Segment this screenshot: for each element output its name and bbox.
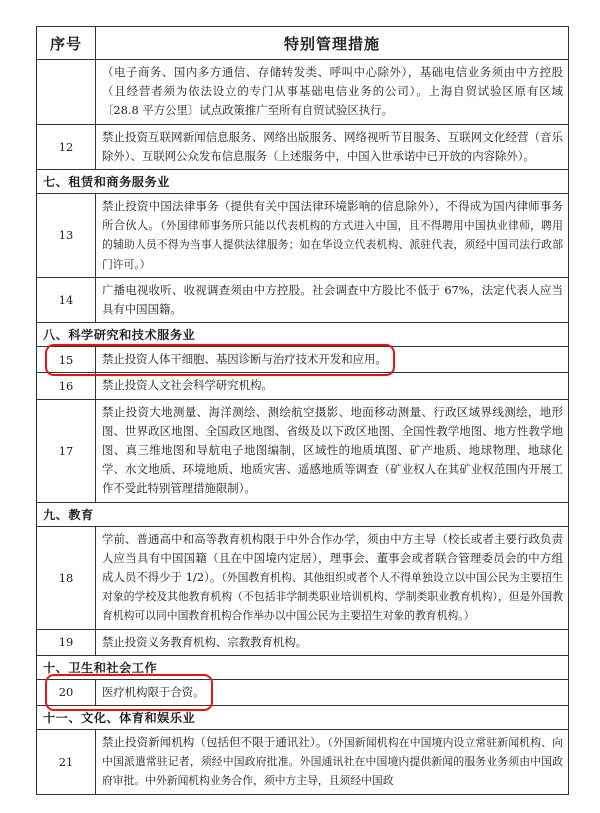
measure-cell bbox=[96, 124, 569, 169]
measure-text: 禁止投资新闻机构（包括但不限于通讯社）。 bbox=[102, 735, 328, 750]
section-title: 九、教育 bbox=[37, 502, 569, 526]
measure-cell bbox=[96, 194, 569, 278]
section-title: 十一、文化、体育和娱乐业 bbox=[37, 706, 569, 730]
row-number: 21 bbox=[37, 730, 96, 795]
special-measures-table bbox=[36, 26, 569, 795]
row-number: 16 bbox=[37, 373, 96, 399]
measure-cell bbox=[96, 60, 569, 125]
section-title: 七、租赁和商务服务业 bbox=[37, 170, 569, 194]
row-number: 19 bbox=[37, 629, 96, 655]
measure-cell bbox=[96, 730, 569, 795]
measure-cell bbox=[96, 629, 569, 655]
measure-text: 禁止投资人体干细胞、基因诊断与治疗技术开发和应用。 bbox=[102, 352, 387, 367]
section-heading-row bbox=[37, 323, 569, 347]
header-serial-number: 序号 bbox=[37, 27, 96, 60]
table-body bbox=[37, 60, 569, 795]
table-row bbox=[37, 373, 569, 399]
row-number: 12 bbox=[37, 124, 96, 169]
measure-note: （外国新闻机构在中国境内设立常驻新闻机构、向中国派遣常驻记者，须经中国政府批准。外国通讯社在中国境内提供新闻的服务业务须由中国政府审批。中外新闻机构业务合作，须中方主导，且须经中国政 bbox=[102, 736, 563, 788]
row-number: 13 bbox=[37, 194, 96, 278]
table-row bbox=[37, 194, 569, 278]
section-heading-row bbox=[37, 502, 569, 526]
measure-text: 禁止投资中国法律事务（提供有关中国法律环境影响的信息除外），不得成为国内律师事务所合伙人。 bbox=[102, 199, 563, 233]
header-special-measures: 特别管理措施 bbox=[96, 27, 569, 60]
row-number: 18 bbox=[37, 526, 96, 629]
table-row bbox=[37, 629, 569, 655]
measure-cell bbox=[96, 399, 569, 502]
table-row bbox=[37, 347, 569, 373]
measure-note: （外国教育机构、其他组织或者个人不得单独设立以中国公民为主要招生对象的学校及其他教育机构（不包括非学制类职业培训机构、学制类职业教育机构），但是外国教育机构可以同中国教育机构合作举办以中国公民为主要招生对象的教育机构。） bbox=[102, 571, 563, 623]
table-row bbox=[37, 399, 569, 502]
section-heading-row bbox=[37, 170, 569, 194]
table-row bbox=[37, 730, 569, 795]
measure-text: 医疗机构限于合资。 bbox=[102, 684, 205, 699]
measure-text: （电子商务、国内多方通信、存储转发类、呼叫中心除外），基础电信业务须由中方控股（且经营者须为依法设立的专门从事基础电信业务的公司）。上海自贸试验区原有区域〔28.8 平方公里〕试点政策推广至所有自贸试验区执行。 bbox=[102, 65, 563, 118]
measure-text: 学前、普通高中和高等教育机构限于中外合作办学，须由中方主导（校长或者主要行政负责人应当具有中国国籍（且在中国境内定居），理事会、董事会或者联合管理委员会的中方组成人员不得少于 1/2）。 bbox=[102, 531, 563, 585]
measure-text: 禁止投资大地测量、海洋测绘、测绘航空摄影、地面移动测量、行政区域界线测绘，地形图、世界政区地图、全国政区地图、省级及以下政区地图、全国性教学地图、地方性教学地图、真三维地图和导航电子地图编制，区域性的地质填图、矿产地质、地球物理、地球化学、水文地质、环境地质、地质灾害、遥感地质等调查（矿业权人在其矿业权范围内开展工作不受此特别管理措施限制）。 bbox=[102, 404, 563, 496]
section-title: 八、科学研究和技术服务业 bbox=[37, 323, 569, 347]
measure-text: 禁止投资义务教育机构、宗教教育机构。 bbox=[102, 634, 308, 649]
table-row bbox=[37, 60, 569, 125]
measure-cell bbox=[96, 679, 569, 705]
row-number: 20 bbox=[37, 679, 96, 705]
row-number: 17 bbox=[37, 399, 96, 502]
section-heading-row bbox=[37, 706, 569, 730]
measure-cell bbox=[96, 526, 569, 629]
measure-cell bbox=[96, 347, 569, 373]
row-number: 15 bbox=[37, 347, 96, 373]
measure-cell bbox=[96, 373, 569, 399]
table-header-row bbox=[37, 27, 569, 60]
table-row bbox=[37, 277, 569, 322]
section-heading-row bbox=[37, 655, 569, 679]
measure-text: 广播电视收听、收视调查须由中方控股。社会调查中方股比不低于 67%，法定代表人应当具有中国国籍。 bbox=[102, 282, 563, 317]
measure-text: 禁止投资人文社会科学研究机构。 bbox=[102, 378, 273, 393]
row-number: 14 bbox=[37, 277, 96, 322]
table-row bbox=[37, 526, 569, 629]
table-row bbox=[37, 124, 569, 169]
table-row bbox=[37, 679, 569, 705]
measure-cell bbox=[96, 277, 569, 322]
row-number bbox=[37, 60, 96, 125]
measure-note: （外国律师事务所只能以代表机构的方式进入中国，且不得聘用中国执业律师，聘用的辅助人员不得为当事人提供法律服务；如在华设立代表机构、派驻代表，须经中国司法行政部门许可。） bbox=[102, 219, 563, 271]
measure-text: 禁止投资互联网新闻信息服务、网络出版服务、网络视听节目服务、互联网文化经营（音乐除外）、互联网公众发布信息服务（上述服务中，中国入世承诺中已开放的内容除外）。 bbox=[102, 129, 563, 163]
section-title: 十、卫生和社会工作 bbox=[37, 655, 569, 679]
